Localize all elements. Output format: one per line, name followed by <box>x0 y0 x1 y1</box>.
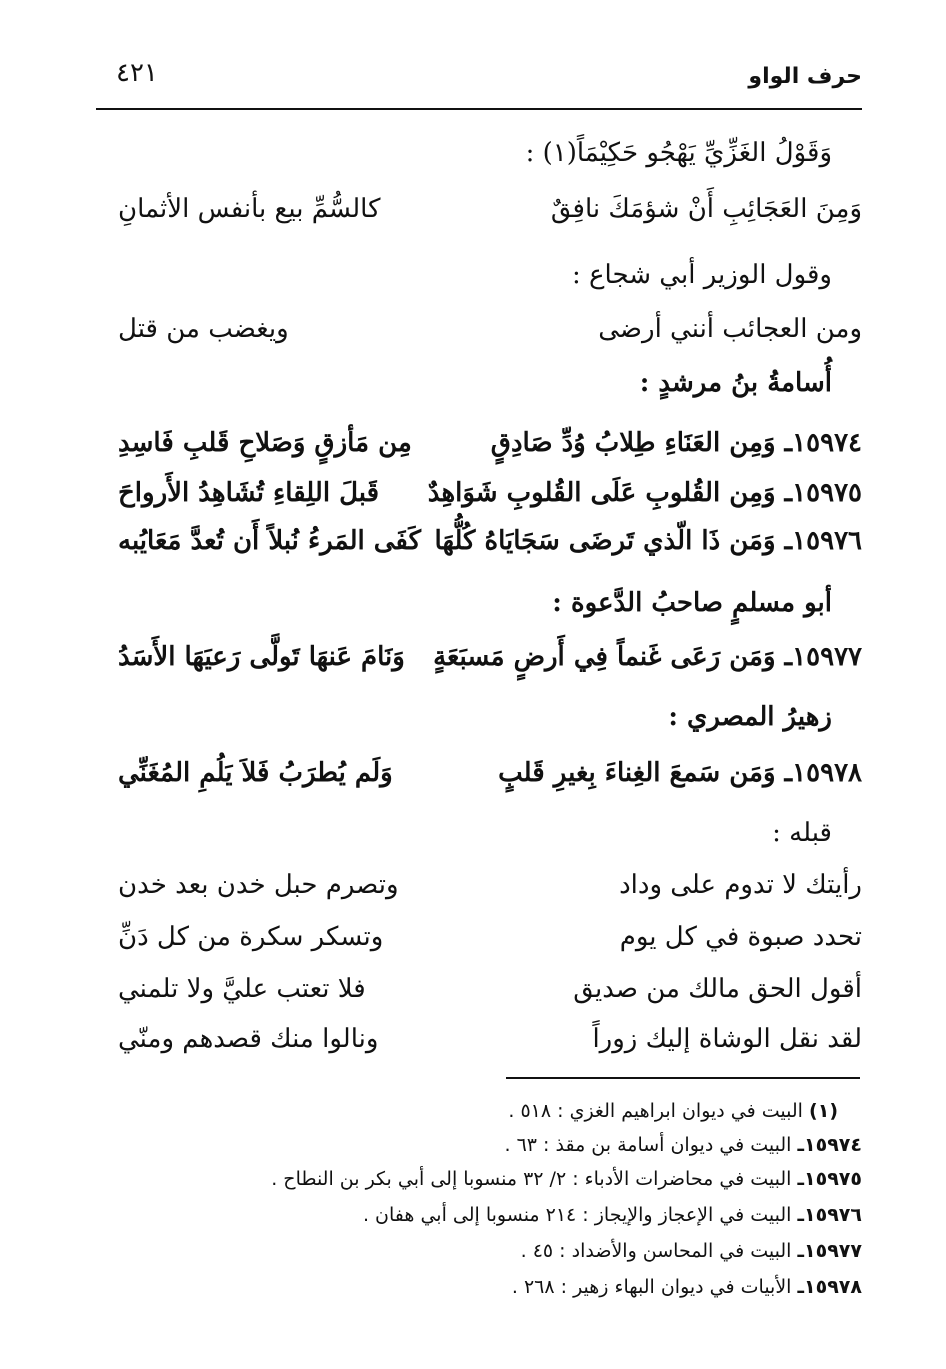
footnote-number: ١٥٩٧٨ـ <box>797 1276 862 1298</box>
verse-qabl-3 <box>118 974 862 1018</box>
footnote <box>508 1100 838 1122</box>
footnote-rule <box>506 1077 860 1079</box>
footnote-text: البيت في المحاسن والأضداد : ٤٥ . <box>520 1240 792 1262</box>
footnote-number: ١٥٩٧٥ـ <box>797 1168 862 1190</box>
footnote-text: البيت في الإعجاز والإيجاز : ٢١٤ منسوبا إلى أبي هفان . <box>362 1204 792 1226</box>
footnote-number: (١) <box>809 1100 838 1122</box>
footnote <box>521 1240 862 1262</box>
header-rule <box>96 108 862 110</box>
verse-15975 <box>118 478 862 522</box>
footnote-text: البيت في محاضرات الأدباء : ٢/ ٣٢ منسوبا إلى أبي بكر بن النطاح . <box>271 1168 792 1190</box>
intro-usama: أُسامةُ بنُ مرشدٍ : <box>639 368 832 398</box>
footnote-text: البيت في ديوان ابراهيم الغزي : ٥١٨ . <box>508 1100 803 1122</box>
verse-ghazzi <box>118 194 862 238</box>
verse-first-hemistich: رأيتك لا تدوم على وداد <box>619 870 862 900</box>
footnote-number: ١٥٩٧٦ـ <box>797 1204 862 1226</box>
footnote-text: البيت في ديوان أسامة بن مقذ : ٦٣ . <box>504 1134 792 1156</box>
verse-second-hemistich: فلا تعتب عليَّ ولا تلمني <box>118 974 366 1004</box>
intro-zuhair: زهيرُ المصري : <box>668 702 832 732</box>
verse-second-hemistich: ونالوا منك قصدهم ومنّي <box>118 1024 379 1054</box>
footnote <box>271 1168 862 1190</box>
verse-second-hemistich: كالسُّمِّ بيع بأنفس الأثمانِ <box>118 194 381 224</box>
verse-15977 <box>118 642 862 686</box>
footnote <box>363 1204 862 1226</box>
verse-second-hemistich: وَنَامَ عَنهَا تَولَّى رَعيَهَا الأَسَدُ <box>118 642 405 672</box>
intro-ghazzi: وَقَوْلُ الغَزِّيِّ يَهْجُو حَكِيْمَاً(١) : <box>525 138 832 168</box>
verse-qabl-4 <box>118 1024 862 1068</box>
intro-qablahu: قبله : <box>772 818 832 848</box>
verse-second-hemistich: كَفَى المَرءُ نُبلاً أَن تُعدَّ مَعَايُبه <box>118 526 421 556</box>
chapter-title: حرف الواو <box>748 64 862 89</box>
verse-first-hemistich: ١٥٩٧٧ـ وَمَن رَعَى غَنماً فِي أَرضٍ مَسبَعَةٍ <box>433 642 862 672</box>
verse-15974 <box>118 428 862 472</box>
verse-second-hemistich: مِن مَأزقٍ وَصَلاحِ قَلبِ فَاسِدِ <box>118 428 412 458</box>
verse-second-hemistich: وَلَم يُطرَبُ فَلاَ يَلُمِ المُغَنِّي <box>118 758 393 788</box>
intro-abu-muslim: أبو مسلمٍ صاحبُ الدَّعوة : <box>552 588 832 618</box>
verse-second-hemistich: قَبلَ اللِقاءِ تُشَاهِدُ الأَرواحَ <box>118 478 380 508</box>
verse-first-hemistich: لقد نقل الوشاة إليك زوراً <box>592 1024 862 1054</box>
verse-first-hemistich: وَمِنَ العَجَائِبِ أَنْ شؤمَكَ نافِقٌ <box>550 194 862 224</box>
intro-wazir: وقول الوزير أبي شجاع : <box>572 260 832 290</box>
footnote-number: ١٥٩٧٧ـ <box>797 1240 862 1262</box>
verse-first-hemistich: ١٥٩٧٨ـ وَمَن سَمعَ الغِناءَ بِغيرِ قَلبٍ <box>498 758 862 788</box>
verse-first-hemistich: تحدد صبوة في كل يوم <box>619 922 862 952</box>
verse-first-hemistich: ١٥٩٧٥ـ وَمِن القُلوبِ عَلَى القُلوبِ شَوَاهِدٌ <box>427 478 862 508</box>
page-number: ٤٢١ <box>116 58 158 88</box>
verse-second-hemistich: وتسكر سكرة من كل دَنِّ <box>118 922 384 952</box>
verse-first-hemistich: ١٥٩٧٤ـ وَمِن العَنَاءِ طِلابُ وُدِّ صَادِقٍ <box>490 428 862 458</box>
footnote-number: ١٥٩٧٤ـ <box>797 1134 862 1156</box>
verse-second-hemistich: وتصرم حبل خدن بعد خدن <box>118 870 399 900</box>
footnote-text: الأبيات في ديوان البهاء زهير : ٢٦٨ . <box>511 1276 792 1298</box>
footnote <box>505 1134 863 1156</box>
footnote <box>512 1276 862 1298</box>
verse-qabl-2 <box>118 922 862 966</box>
verse-15976 <box>118 526 862 570</box>
verse-second-hemistich: ويغضب من قتل <box>118 314 289 344</box>
verse-first-hemistich: أقول الحق مالك من صديق <box>573 974 862 1004</box>
verse-first-hemistich: ومن العجائب أنني أرضى <box>598 314 862 344</box>
verse-first-hemistich: ١٥٩٧٦ـ وَمَن ذَا الّذي تَرضَى سَجَايَاهُ كُلُّهَا <box>434 526 862 556</box>
verse-qabl-1 <box>118 870 862 914</box>
verse-wazir <box>118 314 862 358</box>
verse-15978 <box>118 758 862 802</box>
